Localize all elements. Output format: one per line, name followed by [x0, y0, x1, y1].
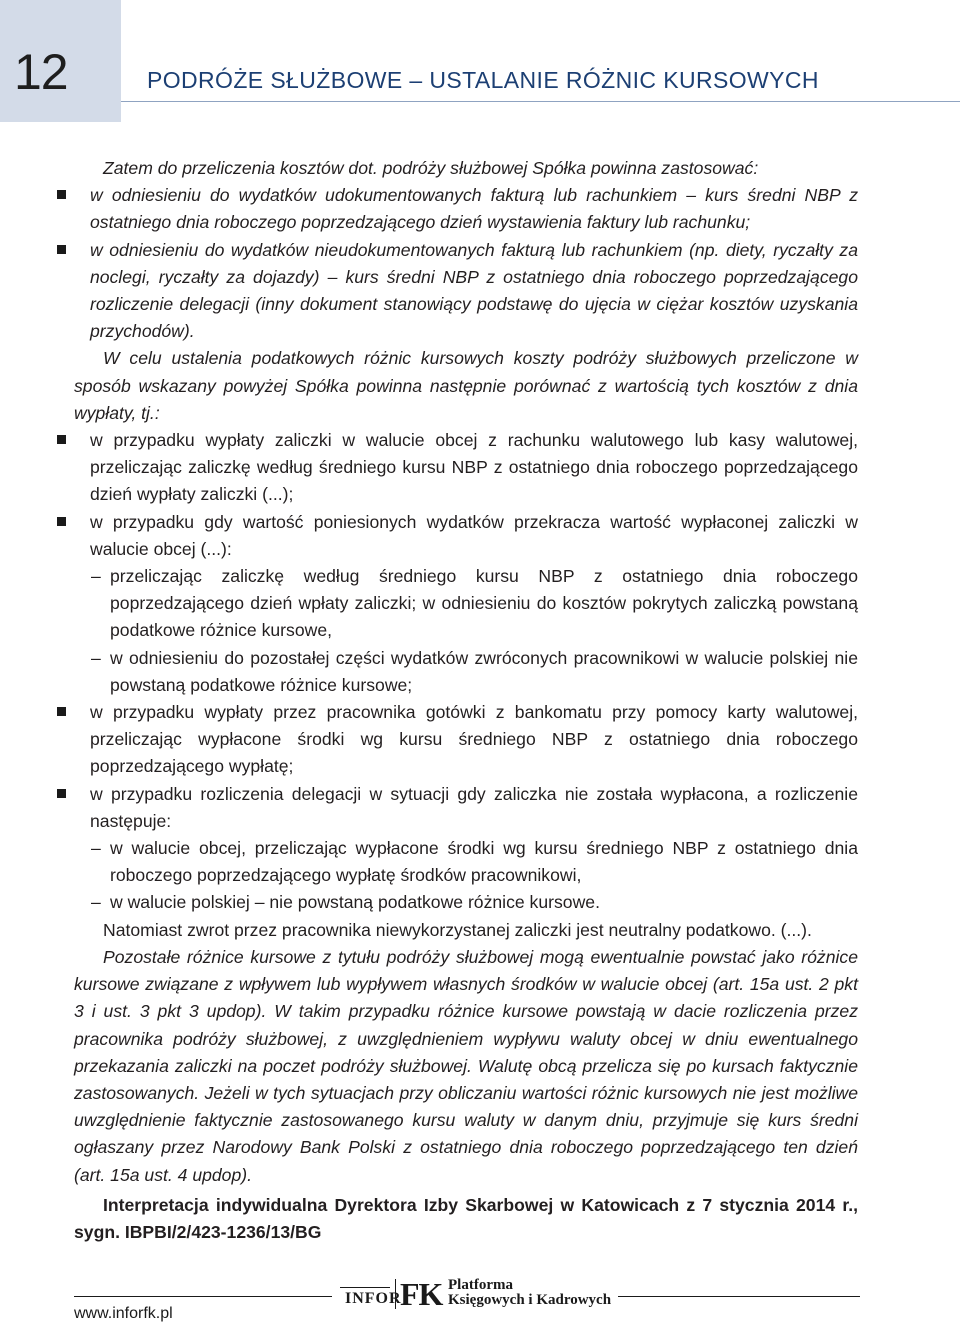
square-bullet-icon — [57, 435, 66, 444]
list-item: w przypadku wypłaty zaliczki w walucie obcej z rachunku walutowego lub kasy walutowej, przeliczając zaliczkę według średniego kursu NBP z ostatniego dnia roboczego poprzedzającego dzień wypłaty zaliczki (...); — [74, 427, 858, 509]
main-text — [74, 155, 858, 1246]
sub-list-item: – w walucie polskiej – nie powstaną podatkowe różnice kursowe. — [74, 889, 858, 916]
logo-subtitle-text: Księgowych i Kadrowych — [448, 1292, 612, 1308]
list-item: w przypadku wypłaty przez pracownika gotówki z bankomatu przy pomocy karty walutowej, przeliczając wypłacone środki wg kursu średniego NBP z ostatniego dnia roboczego poprzedzającego wypłatę; — [74, 699, 858, 781]
dash-marker: – — [91, 892, 101, 913]
list-item: w przypadku rozliczenia delegacji w sytuacji gdy zaliczka nie została wypłacona, a rozliczenie następuje: — [74, 781, 858, 835]
paragraph: Pozostałe różnice kursowe z tytułu podróży służbowej mogą ewentualnie powstać jako różnice kursowe związane z wpływem lub wypływem własnych środków w walucie obcej (art. 15a ust. 2 pkt 3 i ust. 3 pkt 3 updop). W takim przypadku różnice kursowe powstają w dacie rozliczenia przez pracownika podróży służbowej, z uwzględnieniem wypływu waluty obcej w dniu ewentualnego przekazania zaliczki na poczet podróży służbowej. Walutę obcą przelicza się po kursach faktycznie zastosowanych. Jeżeli w tych sytuacjach przy obliczaniu wartości różnic kursowych nie jest możliwe uwzględnienie faktycznie zastosowanego kursu waluty w danym dniu, przyjmuje się kurs średni ogłaszany przez Narodowy Bank Polski z ostatniego dnia roboczego poprzedzającego ten dzień (art. 15a ust. 4 updop). — [74, 946, 858, 1185]
header-divider — [121, 101, 960, 102]
dash-marker: – — [91, 838, 101, 859]
dash-marker: – — [91, 566, 101, 587]
list-item: w odniesieniu do wydatków udokumentowanych fakturą lub rachunkiem – kurs średni NBP z ostatniego dnia roboczego poprzedzającego dzień wystawienia faktury lub rachunku; — [74, 182, 858, 236]
logo-bar — [340, 1287, 390, 1288]
logo-separator — [395, 1279, 396, 1309]
intro-paragraph: Zatem do przeliczenia kosztów dot. podróży służbowej Spółka powinna zastosować: — [103, 158, 759, 178]
website-link[interactable]: www.inforfk.pl — [74, 1305, 173, 1322]
logo-platform-text: Platforma — [448, 1277, 513, 1293]
page-number: 12 — [14, 44, 68, 100]
source-citation: Interpretacja indywidualna Dyrektora Izby Skarbowej w Katowicach z 7 stycznia 2014 r., sygn. IBPBI/2/423-1236/13/BG — [74, 1194, 858, 1242]
sub-list-item: – przeliczając zaliczkę według średniego kursu NBP z ostatniego dnia roboczego poprzedzającego dzień wpłaty zaliczki; w odniesieniu do kosztów pokrytych zaliczką powstaną podatkowe różnice kursowe, — [74, 563, 858, 645]
list-item: w przypadku gdy wartość poniesionych wydatków przekracza wartość wypłaconej zaliczki w walucie obcej (...): — [74, 509, 858, 563]
square-bullet-icon — [57, 245, 66, 254]
paragraph: Natomiast zwrot przez pracownika niewykorzystanej zaliczki jest neutralny podatkowo. (...). — [103, 919, 812, 940]
square-bullet-icon — [57, 517, 66, 526]
infor-fk-logo — [340, 1277, 610, 1311]
square-bullet-icon — [57, 707, 66, 716]
logo-fk-text: FK — [400, 1276, 443, 1312]
footer-divider-right — [618, 1296, 860, 1297]
logo-infor-text: INFOR — [345, 1290, 402, 1307]
chapter-title: PODRÓŻE SŁUŻBOWE – USTALANIE RÓŻNIC KURSOWYCH — [147, 67, 819, 93]
page-number-box — [0, 0, 121, 122]
square-bullet-icon — [57, 789, 66, 798]
square-bullet-icon — [57, 190, 66, 199]
paragraph: W celu ustalenia podatkowych różnic kursowych koszty podróży służbowych przeliczone w sposób wskazany powyżej Spółka powinna następnie porównać z wartością tych kosztów z dnia wypłaty, tj.: — [74, 348, 858, 423]
list-item: w odniesieniu do wydatków nieudokumentowanych fakturą lub rachunkiem (np. diety, ryczałty za noclegi, ryczałty za dojazdy) – kurs średni NBP z ostatniego dnia roboczego poprzedzającego rozliczenie delegacji (inny dokument stanowiący podstawę do ujęcia w ciężar kosztów uzyskania przychodów). — [74, 237, 858, 346]
footer-divider-left — [74, 1296, 332, 1297]
sub-list-item: – w odniesieniu do pozostałej części wydatków zwróconych pracownikowi w walucie polskiej nie powstaną podatkowe różnice kursowe; — [74, 645, 858, 699]
sub-list-item: – w walucie obcej, przeliczając wypłacone środki wg kursu średniego NBP z ostatniego dnia roboczego poprzedzającego wypłatę środków pracownikowi, — [74, 835, 858, 889]
dash-marker: – — [91, 647, 101, 668]
